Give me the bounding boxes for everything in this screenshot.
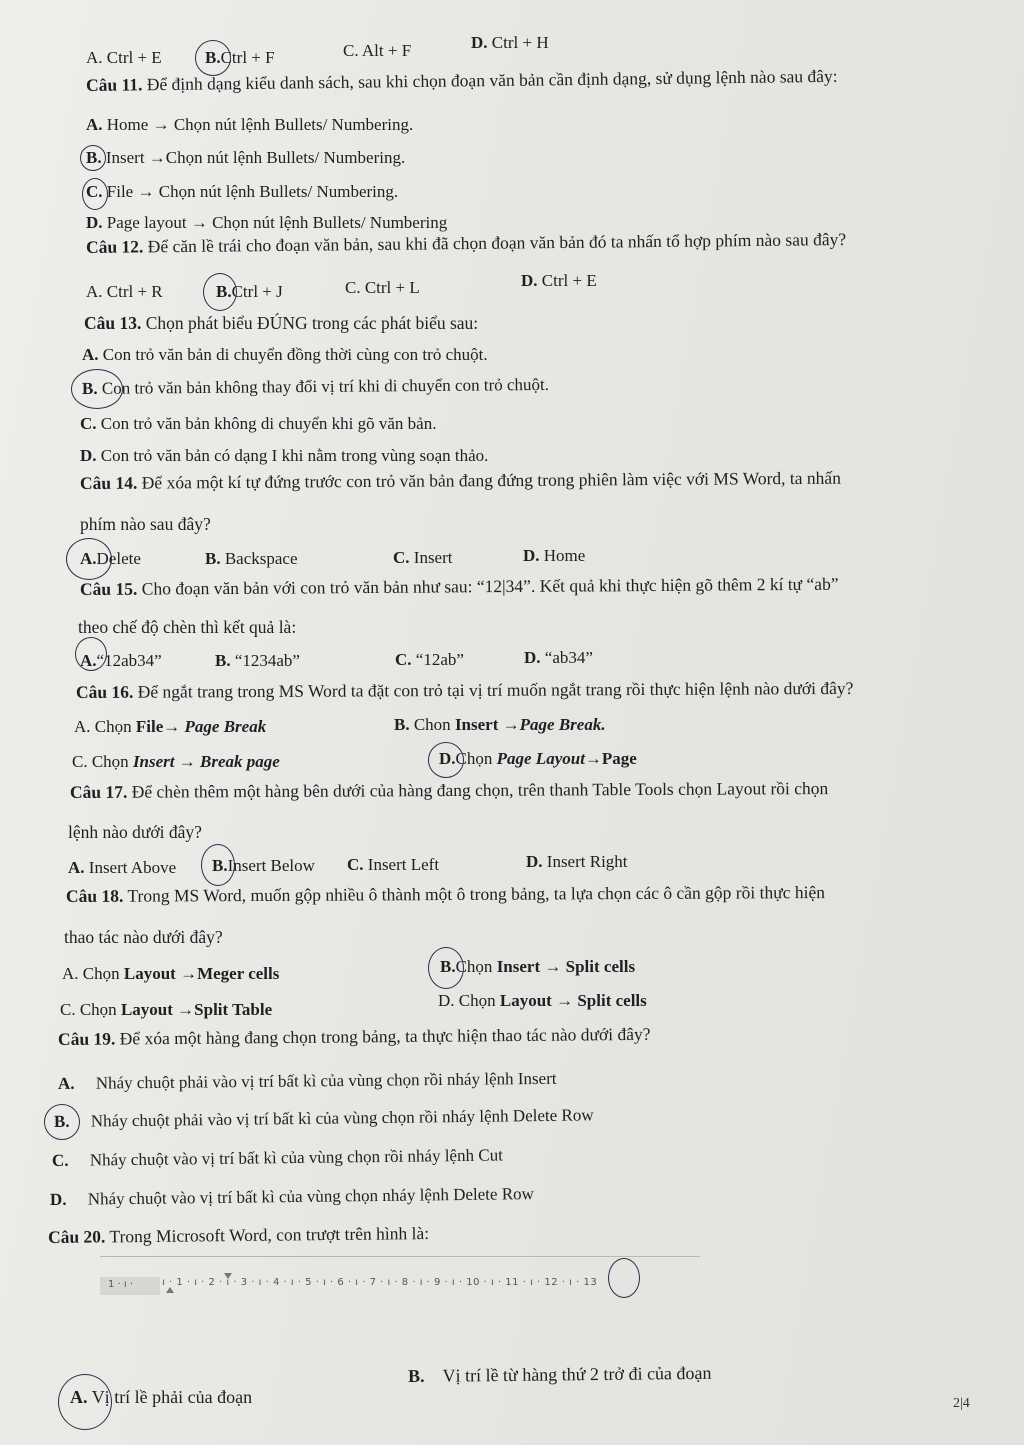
q14-option-a	[80, 548, 141, 570]
ruler-tick-labels: ı · 1 · ı · 2 · ı · 3 · ı · 4 · ı · 5 · ı · 6 · ı · 7 · ı · 8 · ı · 9 · ı · 10 · ı · 11 · ı · 12 · ı · 13	[162, 1277, 598, 1288]
q18-option-a-bold2: Meger cells	[197, 964, 280, 983]
q12-option-c: C. Ctrl + L	[345, 278, 420, 297]
q14-option-a-text: Delete	[96, 549, 141, 568]
q10-option-d-text: Ctrl + H	[491, 33, 549, 52]
q14-text1: Để xóa một kí tự đứng trước con trỏ văn bản đang đứng trong phiên làm việc với MS Word, ta nhấn	[141, 467, 841, 493]
q11-option-b-text: Insert →Chọn nút lệnh Bullets/ Numbering.	[105, 148, 406, 167]
q10-option-d-label: D.	[471, 33, 488, 52]
q19-option-b-text: Nháy chuột phải vào vị trí bất kì của vùng chọn rồi nháy lệnh Delete Row	[90, 1105, 594, 1131]
q16-option-c-italic2: Break page	[200, 752, 280, 771]
q16-option-a-pre: A. Chọn	[74, 717, 136, 736]
q15-option-a	[80, 650, 162, 672]
q12-option-d	[521, 270, 597, 292]
q14-option-c-label: C.	[393, 548, 410, 567]
q16-option-c-arrow: →	[174, 752, 201, 771]
q15-number: Câu 15.	[79, 578, 138, 599]
q11-option-d	[86, 212, 447, 234]
q17-text1: Để chèn thêm một hàng bên dưới của hàng đang chọn, trên thanh Table Tools chọn Layout rồi chọn	[131, 778, 829, 802]
q11-option-b-label: B.	[86, 148, 102, 167]
q14-option-c	[393, 547, 453, 569]
q12-text: Để căn lề trái cho đoạn văn bản, sau khi đã chọn đoạn văn bản đó ta nhấn tổ hợp phím nào sau đây?	[147, 229, 847, 257]
q10-option-b-text: Ctrl + F	[220, 48, 275, 67]
q13-number: Câu 13.	[84, 313, 142, 333]
q11-number: Câu 11.	[85, 74, 143, 95]
q16-option-a	[74, 716, 266, 738]
q13-option-c-text: Con trỏ văn bản không di chuyển khi gõ văn bản.	[100, 414, 437, 433]
q10-option-d	[471, 32, 549, 54]
q18-option-d	[438, 990, 647, 1012]
q13-option-b	[82, 374, 549, 400]
q11-text: Để định dạng kiểu danh sách, sau khi chọn đoạn văn bản cần định dạng, sử dụng lệnh nào sau đây:	[146, 65, 838, 95]
q13-option-a	[82, 344, 488, 366]
q19-option-c-text: Nháy chuột vào vị trí bất kì của vùng chọn rồi nháy lệnh Cut	[89, 1145, 503, 1170]
q15-option-d-text: “ab34”	[544, 648, 593, 667]
q16-option-b-arrow: →	[498, 715, 520, 734]
q18-option-d-pre: D. Chọn	[438, 991, 500, 1010]
q14-question-line2: phím nào sau đây?	[80, 514, 211, 534]
q20-number: Câu 20.	[47, 1226, 106, 1247]
q16-option-b-pre: Chon	[409, 715, 455, 734]
q16-option-c-pre: C. Chọn	[72, 752, 133, 771]
q13-option-d-text: Con trỏ văn bản có dạng I khi nằm trong vùng soạn thảo.	[100, 446, 489, 465]
q12-option-d-text: Ctrl + E	[541, 271, 597, 290]
q13-question	[84, 312, 478, 334]
q17-option-c-label: C.	[347, 855, 364, 874]
q15-question-line2: theo chế độ chèn thì kết quả là:	[78, 617, 297, 637]
q18-option-d-bold2: Split cells	[577, 991, 647, 1010]
q20-option-b-label: B.	[407, 1365, 425, 1386]
q18-option-c-bold2: Split Table	[194, 1000, 273, 1019]
q11-question	[86, 65, 838, 96]
q16-option-b-italic: Page Break.	[519, 715, 606, 734]
q16-option-d-italic: Page Layout	[496, 749, 585, 768]
q13-text: Chọn phát biểu ĐÚNG trong các phát biểu sau:	[145, 313, 479, 333]
q12-option-b-label: B.	[216, 282, 232, 301]
q16-option-b-label: B.	[394, 715, 410, 734]
q18-option-d-bold1: Layout	[499, 991, 552, 1010]
q14-question-line1	[80, 467, 841, 494]
q10-option-b-label: B.	[205, 48, 221, 67]
q16-question	[76, 677, 853, 703]
q11-option-d-text: Page layout → Chọn nút lệnh Bullets/ Numbering	[106, 213, 448, 232]
q17-option-d-label: D.	[526, 852, 543, 871]
q20-text: Trong Microsoft Word, con trượt trên hình là:	[109, 1223, 430, 1247]
q11-option-c	[86, 181, 398, 203]
q13-option-b-text: Con trỏ văn bản không thay đổi vị trí khi di chuyển con trỏ chuột.	[101, 374, 550, 398]
q18-text1: Trong MS Word, muốn gộp nhiều ô thành một ô trong bảng, ta lựa chọn các ô cần gộp rồi thực hiện	[127, 882, 826, 906]
q13-option-d	[80, 445, 488, 467]
q19-option-d	[50, 1183, 534, 1211]
q13-option-c	[80, 413, 436, 435]
q12-option-b	[216, 281, 283, 303]
q14-option-a-label: A.	[80, 549, 97, 568]
q16-option-d-arrow: →	[584, 749, 602, 768]
q17-option-c	[347, 854, 439, 876]
q11-option-c-text: File → Chọn nút lệnh Bullets/ Numbering.	[106, 182, 399, 201]
q18-option-c-bold1: Layout	[120, 1000, 173, 1019]
q18-option-b-bold1: Insert	[496, 957, 541, 976]
page-number: 2|4	[953, 1396, 970, 1411]
q16-option-d	[439, 748, 637, 770]
q15-option-a-text: “12ab34”	[96, 651, 162, 670]
q11-option-b	[86, 147, 405, 169]
q16-option-d-pre: Chọn	[455, 749, 497, 768]
q18-question-line1	[66, 881, 825, 907]
q19-option-c-label: C.	[51, 1150, 69, 1170]
q16-number: Câu 16.	[75, 681, 134, 702]
q10-option-a: A. Ctrl + E	[86, 48, 162, 67]
q20-option-a-label: A.	[70, 1387, 88, 1407]
q15-text1: Cho đoạn văn bản với con trỏ văn bản như sau: “12|34”. Kết quả khi thực hiện gõ thêm 2 kí tự “ab”	[141, 573, 839, 599]
q20-question	[48, 1222, 429, 1248]
q15-option-c-text: “12ab”	[415, 650, 464, 669]
ruler-image	[100, 1256, 700, 1303]
q18-option-c-pre: C. Chọn	[60, 1000, 121, 1019]
q17-question-line2: lệnh nào dưới đây?	[68, 822, 202, 842]
q10-option-b	[205, 47, 275, 69]
q18-option-b-bold2: Split cells	[565, 957, 636, 976]
q13-option-b-label: B.	[81, 378, 98, 398]
q19-option-a-text: Nháy chuột phải vào vị trí bất kì của vùng chọn rồi nháy lệnh Insert	[95, 1068, 557, 1093]
q19-option-a	[58, 1068, 557, 1095]
q17-option-c-text: Insert Left	[367, 855, 440, 874]
q13-option-c-label: C.	[80, 414, 97, 433]
q12-option-d-label: D.	[521, 271, 538, 290]
q19-option-d-text: Nháy chuột vào vị trí bất kì của vùng chọn nháy lệnh Delete Row	[87, 1184, 534, 1209]
q19-option-c	[52, 1144, 503, 1172]
q17-option-d	[526, 851, 628, 873]
q16-option-a-italic: Page Break	[184, 717, 267, 736]
ruler-start-marks: 1 · ı ·	[108, 1279, 134, 1290]
q11-option-a-label: A.	[86, 115, 103, 134]
q18-option-a-bold1: Layout	[123, 964, 176, 983]
q17-option-d-text: Insert Right	[546, 852, 628, 871]
q14-option-c-text: Insert	[413, 548, 453, 567]
q15-option-b-text: “1234ab”	[234, 651, 300, 670]
q15-question-line1	[80, 573, 839, 600]
q13-option-a-text: Con trỏ văn bản di chuyển đồng thời cùng con trỏ chuột.	[102, 345, 488, 364]
q18-option-a-arrow: →	[175, 964, 198, 983]
q18-option-a-pre: A. Chọn	[62, 964, 124, 983]
q16-text: Để ngắt trang trong MS Word ta đặt con trỏ tại vị trí muốn ngắt trang rồi thực hiện lệnh nào dưới đây?	[137, 677, 854, 702]
q17-option-a-text: Insert Above	[88, 858, 177, 877]
q20-option-a	[70, 1386, 252, 1408]
q18-option-c-arrow: →	[172, 1000, 195, 1019]
q17-option-a	[68, 857, 176, 879]
q11-option-a-text: Home → Chọn nút lệnh Bullets/ Numbering.	[106, 115, 414, 134]
q14-option-b	[205, 548, 298, 570]
q16-option-c	[72, 751, 280, 773]
q19-option-a-label: A.	[57, 1073, 75, 1093]
q16-option-a-arrow: →	[163, 717, 185, 736]
q19-option-b-label: B.	[53, 1111, 70, 1131]
q16-option-d-label: D.	[439, 749, 456, 768]
q14-option-b-label: B.	[205, 549, 221, 568]
q16-option-b-bold: Insert	[454, 715, 499, 734]
q19-option-d-label: D.	[49, 1189, 67, 1209]
q12-number: Câu 12.	[85, 236, 144, 257]
q10-option-c: C. Alt + F	[343, 41, 412, 60]
q14-option-d	[523, 545, 585, 567]
q15-option-d-label: D.	[524, 648, 541, 667]
q11-option-d-label: D.	[86, 213, 103, 232]
q19-question	[58, 1023, 651, 1050]
q13-option-d-label: D.	[80, 446, 97, 465]
q18-option-c	[60, 999, 272, 1021]
q19-option-b	[54, 1104, 594, 1133]
q19-text: Để xóa một hàng đang chọn trong bảng, ta thực hiện thao tác nào dưới đây?	[119, 1023, 651, 1049]
q18-option-b-pre: Chọn	[455, 957, 497, 976]
q14-option-d-label: D.	[523, 546, 540, 565]
q19-number: Câu 19.	[57, 1028, 116, 1049]
q16-option-d-bold: Page	[601, 749, 637, 768]
q17-option-b	[212, 855, 315, 877]
q15-option-b	[215, 650, 300, 672]
q18-question-line2: thao tác nào dưới đây?	[64, 927, 223, 947]
q14-option-d-text: Home	[543, 546, 586, 565]
q15-option-d	[524, 647, 593, 669]
q11-option-a	[86, 114, 413, 136]
q16-option-b	[394, 714, 606, 736]
q15-option-b-label: B.	[215, 651, 231, 670]
q16-option-c-italic1: Insert	[132, 752, 175, 771]
q18-option-b	[440, 956, 635, 978]
q14-option-b-text: Backspace	[224, 549, 298, 568]
q20-option-a-text: Vị trí lề phải của đoạn	[91, 1387, 253, 1407]
q20-option-b	[408, 1362, 712, 1387]
q18-number: Câu 18.	[65, 885, 124, 906]
q17-option-a-label: A.	[68, 858, 85, 877]
q12-option-a: A. Ctrl + R	[86, 282, 163, 301]
q18-option-b-arrow: →	[540, 957, 566, 976]
q18-option-d-arrow: →	[551, 991, 578, 1010]
q17-option-b-label: B.	[212, 856, 228, 875]
q13-option-a-label: A.	[82, 345, 99, 364]
q18-option-a	[62, 963, 279, 985]
q14-number: Câu 14.	[79, 472, 138, 493]
q11-option-c-label: C.	[86, 182, 103, 201]
q15-option-c	[395, 649, 464, 671]
q15-option-a-label: A.	[80, 651, 97, 670]
q12-option-b-text: Ctrl + J	[231, 282, 283, 301]
q15-option-c-label: C.	[395, 650, 412, 669]
q17-option-b-text: Insert Below	[227, 856, 315, 875]
q20-option-b-text: Vị trí lề từ hàng thứ 2 trở đi của đoạn	[442, 1362, 712, 1386]
q17-number: Câu 17.	[69, 781, 128, 802]
q16-option-a-bold: File	[135, 717, 164, 736]
q18-option-b-label: B.	[440, 957, 456, 976]
q17-question-line1	[70, 777, 828, 803]
